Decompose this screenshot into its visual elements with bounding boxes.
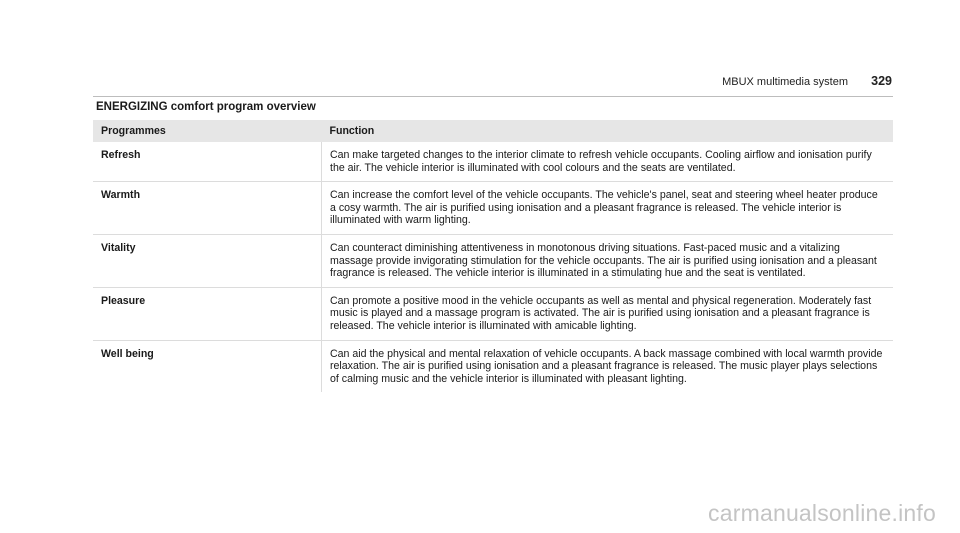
programme-name: Pleasure — [93, 287, 322, 340]
running-title: MBUX multimedia system — [722, 76, 848, 88]
programme-function: Can increase the comfort level of the vehicle occupants. The vehicle's panel, seat and steering wheel heater produce a cosy warmth. The air is purified using ionisation and a pleasant fragrance is released. The vehicle interior is illuminated with warm lighting. — [322, 182, 894, 235]
section-title: ENERGIZING comfort program overview — [96, 101, 316, 113]
header-rule — [93, 96, 893, 97]
table-row — [93, 142, 893, 182]
table-row — [93, 182, 893, 235]
programme-function: Can make targeted changes to the interior climate to refresh vehicle occupants. Cooling airflow and ionisation purify the air. The vehicle interior is illuminated with cool colours and the seats are ventilated. — [322, 142, 894, 182]
column-header-function: Function — [322, 120, 894, 142]
table-row — [93, 287, 893, 340]
programme-name: Refresh — [93, 142, 322, 182]
programme-function: Can promote a positive mood in the vehicle occupants as well as mental and physical regeneration. Moderately fast music is played and a massage program is activated. The air is purified using ionisation and a pleasant fragrance is released. The vehicle interior is illuminated with amicable lighting. — [322, 287, 894, 340]
programme-function: Can aid the physical and mental relaxation of vehicle occupants. A back massage combined with local warmth provide relaxation. The air is purified using ionisation and a pleasant fragrance is released. The music player plays selections of calming music and the vehicle interior is illuminated with pleasant lighting. — [322, 340, 894, 392]
program-overview-table — [93, 120, 893, 392]
programme-name: Vitality — [93, 234, 322, 287]
table-header-row — [93, 120, 893, 142]
watermark: carmanualsonline.info — [708, 500, 936, 526]
page-number: 329 — [871, 74, 892, 88]
table-row — [93, 340, 893, 392]
table-row — [93, 234, 893, 287]
programme-name: Warmth — [93, 182, 322, 235]
programme-name: Well being — [101, 347, 154, 360]
programme-function: Can counteract diminishing attentiveness in monotonous driving situations. Fast-paced music and a vitalizing massage provide invigorating stimulation for the vehicle occupants. The air is purified using ionisation and a pleasant fragrance is released. The vehicle interior is illuminated in a stimulating hue and the seat is ventilated. — [322, 234, 894, 287]
column-header-programmes: Programmes — [93, 120, 322, 142]
